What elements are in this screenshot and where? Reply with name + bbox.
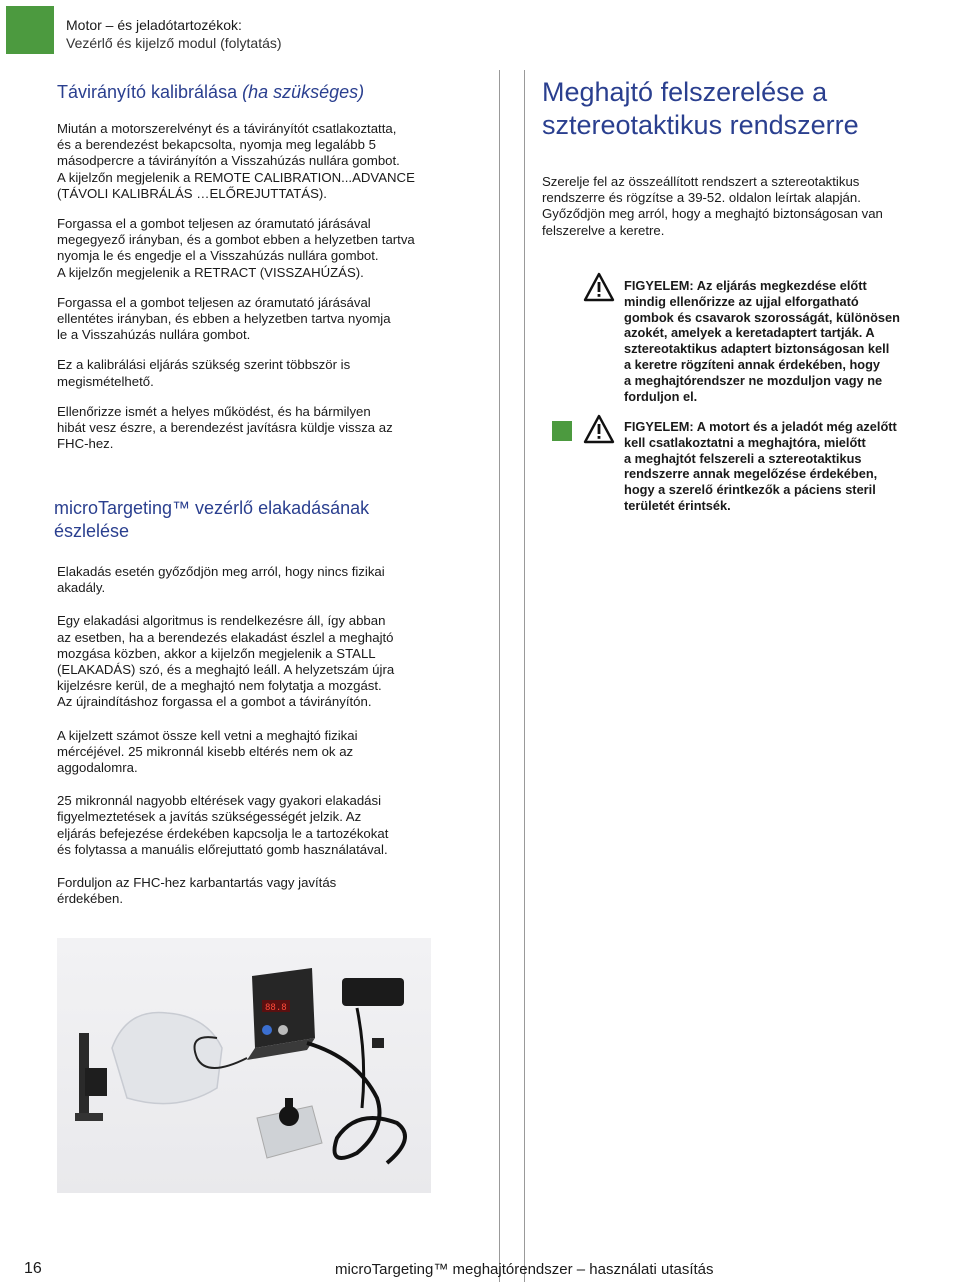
text-line: akadály. — [57, 580, 106, 596]
warning-1-text — [624, 278, 934, 404]
text-line: 25 mikronnál nagyobb eltérések vagy gyakori elakadási — [57, 793, 382, 809]
text-line: mindig ellenőrizze az ujjal elforgatható — [624, 293, 859, 309]
text-line: rendszerre és rögzítse a 39-52. oldalon leírtak alapján. — [542, 190, 861, 206]
text-line: aggodalomra. — [57, 760, 138, 776]
paragraph — [57, 295, 477, 344]
section-title-italic: (ha szükséges) — [242, 82, 365, 102]
paragraph — [57, 216, 477, 281]
column-divider-left — [499, 70, 500, 1282]
header-title: Motor – és jeladótartozékok: — [66, 17, 242, 33]
header-subtitle: Vezérlő és kijelző modul (folytatás) — [66, 35, 282, 51]
text-line: és folytassa a manuális előrejuttató gomb használatával. — [57, 841, 388, 857]
text-line: Szerelje fel az összeállított rendszert a sztereotaktikus — [542, 174, 860, 189]
section-title-normal: Távirányító kalibrálása — [57, 82, 243, 102]
text-line: Miután a motorszerelvényt és a távirányítót csatlakoztatta, — [57, 121, 397, 136]
section-title-stall-detection — [54, 497, 369, 543]
paragraph — [57, 613, 477, 710]
paragraph — [57, 404, 477, 453]
text-line: Győződjön meg arról, hogy a meghajtó biztonságosan van — [542, 206, 883, 222]
paragraph — [57, 793, 477, 858]
text-line: területét érintsék. — [624, 497, 731, 513]
text-line: Forgassa el a gombot teljesen az óramutató járásával — [57, 216, 371, 232]
text-line: és a berendezést bekapcsolta, nyomja meg legalább 5 — [57, 137, 376, 153]
text-line: sztereotaktikus adaptert biztonságosan kell — [624, 341, 890, 357]
section2-title-line: észlelése — [54, 521, 130, 541]
text-line: hogy a szerelő érintkezők a páciens steril — [624, 482, 876, 498]
text-line: Forduljon az FHC-hez karbantartás vagy javítás — [57, 875, 337, 891]
text-line: érdekében. — [57, 891, 123, 907]
paragraph — [57, 357, 477, 389]
section2-body — [57, 564, 477, 907]
right-title-line: sztereotaktikus rendszerre — [542, 110, 859, 140]
text-line: másodpercre a távirányítón a Visszahúzás nullára gombot. — [57, 153, 400, 169]
text-line: Ellenőrizze ismét a helyes működést, és ha bármilyen — [57, 403, 371, 419]
text-line: A kijelzőn megjelenik a RETRACT (VISSZAHÚZÁS). — [57, 264, 364, 280]
text-line: Az újraindításhoz forgassa el a gombot a távirányítón. — [57, 694, 372, 710]
text-line: azokét, amelyek a keretadaptert tartják. A — [624, 325, 875, 341]
text-line: gombok és csavarok szorosságát, különösen — [624, 309, 900, 325]
text-line: megegyező irányban, és a gombot ebben a helyzetben tartva — [57, 232, 415, 248]
text-line: Elakadás esetén győződjön meg arról, hogy nincs fizikai — [57, 564, 385, 579]
column-divider-right — [524, 70, 525, 1282]
page-number: 16 — [24, 1260, 42, 1277]
text-line: mozgása közben, akkor a kijelzőn megjelenik a STALL — [57, 645, 376, 661]
paragraph — [57, 121, 477, 202]
text-line: az esetben, ha a berendezés elakadást észlel a meghajtó — [57, 629, 394, 645]
right-title-line: Meghajtó felszerelése a — [542, 77, 828, 107]
section-title-remote-calibration — [57, 81, 364, 103]
paragraph — [624, 419, 934, 514]
paragraph — [57, 564, 477, 596]
text-line: FIGYELEM: A motort és a jeladót még azelőtt — [624, 419, 897, 434]
text-line: Egy elakadási algoritmus is rendelkezésre áll, így abban — [57, 613, 386, 629]
text-line: FHC-hez. — [57, 436, 114, 452]
text-line: ellentétes irányban, és ebben a helyzetben tartva nyomja — [57, 311, 391, 327]
text-line: forduljon el. — [624, 388, 698, 404]
text-line: a keretre rögzíteni annak érdekében, hogy — [624, 356, 881, 372]
warning-triangle-icon — [583, 272, 615, 302]
warning-green-marker — [552, 421, 572, 441]
paragraph — [624, 278, 934, 404]
text-line: megismételhető. — [57, 373, 154, 389]
text-line: Ez a kalibrálási eljárás szükség szerint többször is — [57, 357, 351, 373]
text-line: hibát vesz észre, a berendezést javításra küldje vissza az — [57, 420, 393, 436]
text-line: A kijelzőn megjelenik a REMOTE CALIBRATION...ADVANCE — [57, 169, 415, 185]
warning-triangle-icon — [583, 414, 615, 444]
text-line: mércéjével. 25 mikronnál kisebb eltérés nem ok az — [57, 743, 354, 759]
text-line: Forgassa el a gombot teljesen az óramutató járásával — [57, 294, 371, 310]
text-line: rendszerre annak megelőzése érdekében, — [624, 466, 878, 482]
product-photo — [57, 938, 431, 1193]
section2-title-line: microTargeting™ vezérlő elakadásának — [54, 498, 370, 518]
drive-system-photo-illustration — [57, 938, 431, 1193]
text-line: felszerelve a keretre. — [542, 222, 665, 238]
paragraph — [57, 728, 477, 777]
right-intro-paragraph — [542, 174, 942, 239]
text-line: eljárás befejezése érdekében kapcsolja le a tartozékokat — [57, 825, 389, 841]
text-line: A kijelzett számot össze kell vetni a meghajtó fizikai — [57, 727, 358, 743]
paragraph — [542, 174, 942, 239]
svg-text:88.8: 88.8 — [265, 1003, 287, 1013]
text-line: le a Visszahúzás nullára gombot. — [57, 327, 251, 343]
text-line: kell csatlakoztatni a meghajtóra, mielőtt — [624, 434, 866, 450]
text-line: a meghajtót felszereli a sztereotaktikus — [624, 450, 862, 466]
warning-2-text — [624, 419, 934, 514]
right-section-title — [542, 76, 859, 142]
text-line: (TÁVOLI KALIBRÁLÁS …ELŐREJUTTATÁS). — [57, 185, 327, 201]
text-line: FIGYELEM: Az eljárás megkezdése előtt — [624, 278, 867, 293]
section1-body — [57, 121, 477, 452]
text-line: kijelzésre kerül, de a meghajtó nem folytatja a mozgást. — [57, 678, 382, 694]
text-line: (ELAKADÁS) szó, és a meghajtó leáll. A helyzetszám újra — [57, 662, 395, 678]
footer-title: microTargeting™ meghajtórendszer – használati utasítás — [335, 1261, 714, 1278]
text-line: a meghajtórendszer ne mozduljon vagy ne — [624, 372, 883, 388]
text-line: figyelmeztetések a javítás szükségességét jelzik. Az — [57, 809, 362, 825]
paragraph — [57, 875, 477, 907]
header-green-square — [6, 6, 54, 54]
text-line: nyomja le és engedje el a Visszahúzás nullára gombot. — [57, 248, 379, 264]
